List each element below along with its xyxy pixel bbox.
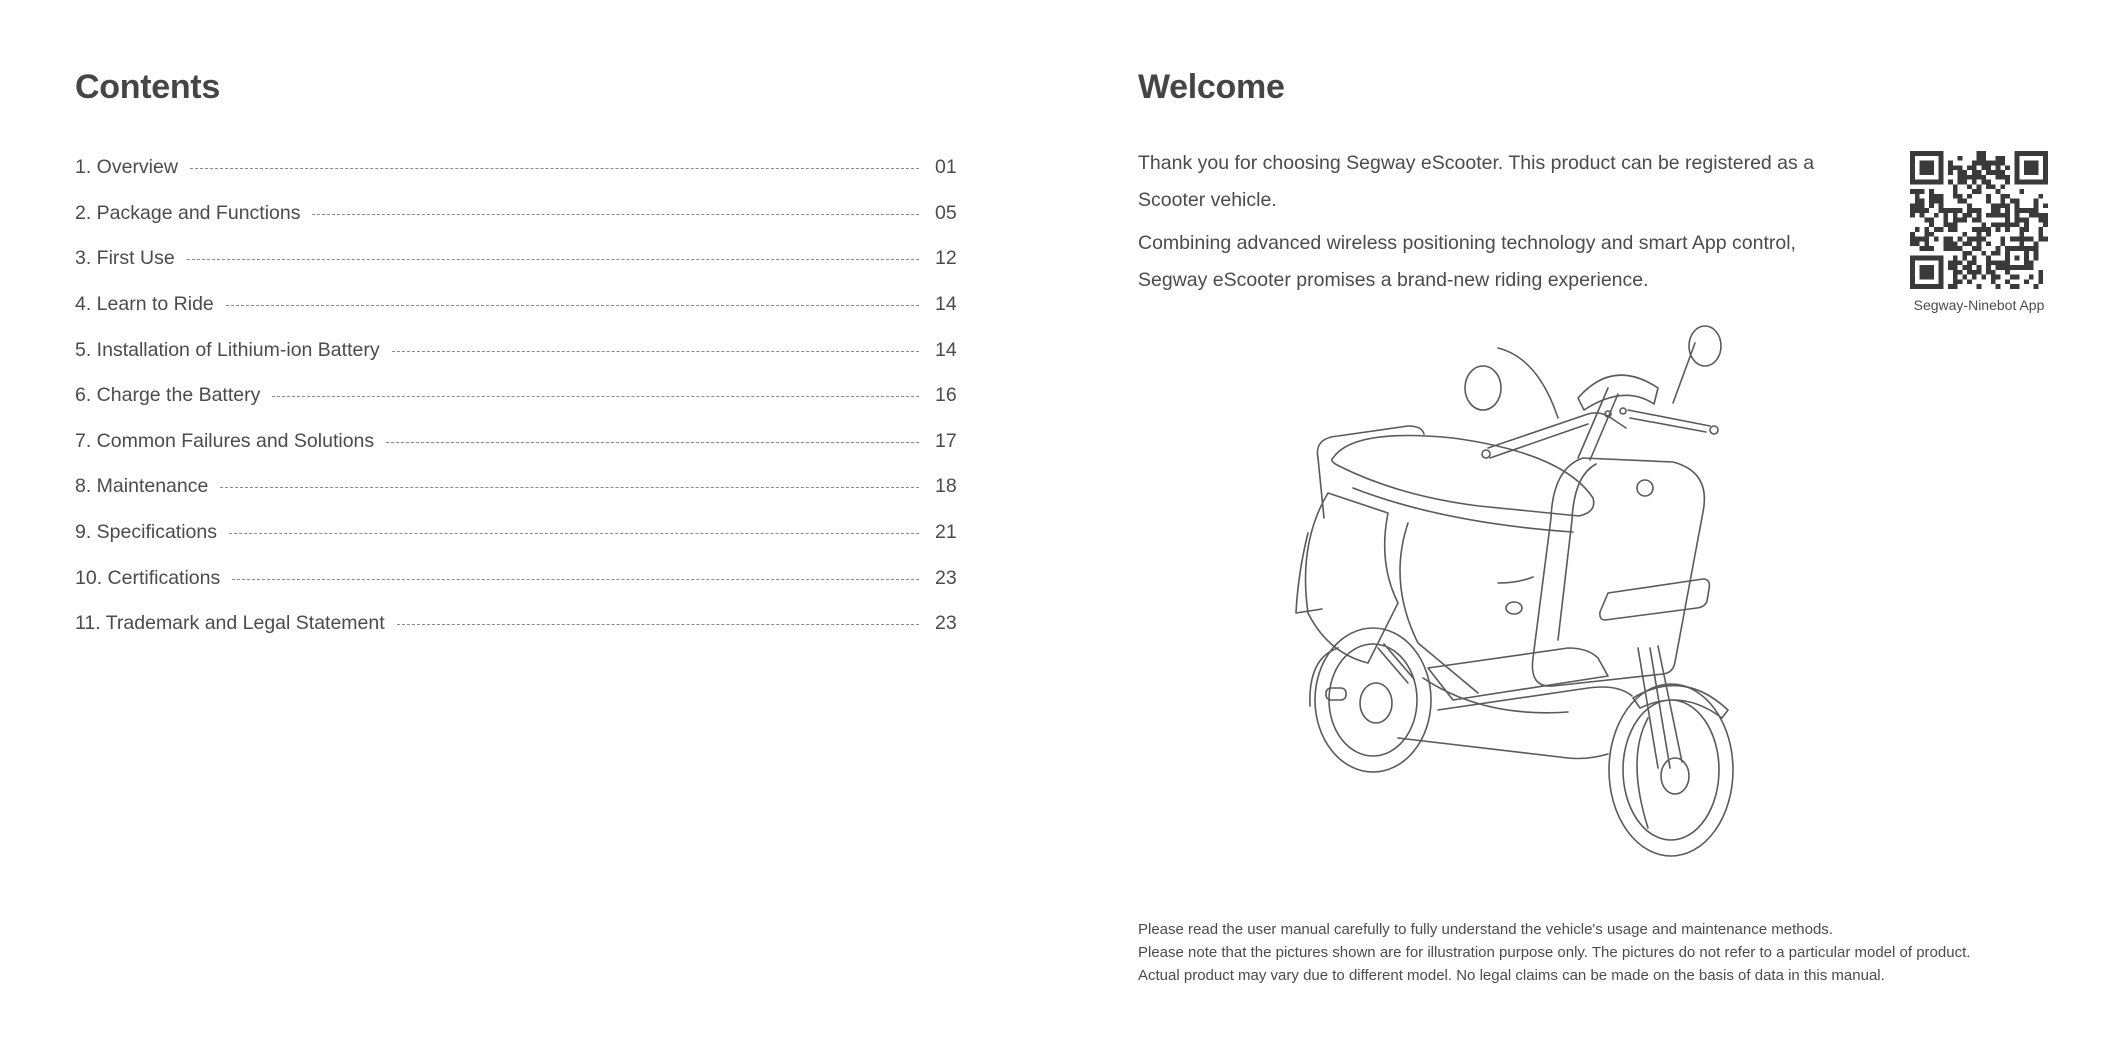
toc-dot-leader (187, 259, 919, 260)
toc-entry-title: 2. Package and Functions (75, 201, 301, 224)
welcome-heading: Welcome (1138, 68, 1285, 106)
toc-entry-title: 3. First Use (75, 247, 175, 270)
toc-entry[interactable] (75, 373, 973, 419)
toc-dot-leader (312, 214, 919, 215)
toc-entry-page: 14 (935, 293, 957, 316)
toc-dot-leader (232, 579, 919, 580)
toc-entry-page: 01 (935, 156, 957, 179)
toc-entry-page: 17 (935, 429, 957, 452)
toc-entry-page: 23 (935, 612, 957, 635)
toc-dot-leader (397, 624, 919, 625)
toc-entry-page: 14 (935, 338, 957, 361)
toc-dot-leader (386, 442, 919, 443)
toc-entry[interactable] (75, 419, 973, 465)
toc-dot-leader (272, 396, 919, 397)
welcome-page (1138, 0, 2058, 1058)
contents-page (75, 0, 975, 1058)
toc-entry[interactable] (75, 601, 973, 647)
notice-text (1138, 918, 2058, 987)
toc-dot-leader (190, 168, 919, 169)
toc-entry-page: 05 (935, 201, 957, 224)
notice-line-1: Please read the user manual carefully to fully understand the vehicle's usage and maintenance methods. (1138, 921, 1833, 938)
toc-entry-title: 9. Specifications (75, 521, 217, 544)
toc-entry-title: 8. Maintenance (75, 475, 209, 498)
toc-entry-title: 7. Common Failures and Solutions (75, 429, 375, 452)
notice-line-3: Actual product may vary due to different model. No legal claims can be made on the basis of data in this manual. (1138, 967, 1885, 984)
toc-entry-title: 11. Trademark and Legal Statement (75, 612, 385, 635)
toc-entry-title: 4. Learn to Ride (75, 293, 214, 316)
qr-caption: Segway-Ninebot App (1913, 297, 2045, 313)
toc-dot-leader (229, 533, 919, 534)
scooter-illustration (1278, 318, 1758, 878)
contents-heading: Contents (75, 68, 220, 106)
toc-entry-page: 21 (935, 521, 957, 544)
qr-code-icon[interactable] (1910, 151, 2048, 289)
toc-entry-page: 18 (935, 475, 957, 498)
toc-entry[interactable] (75, 282, 973, 328)
toc-entry[interactable] (75, 145, 973, 191)
toc-dot-leader (392, 351, 919, 352)
toc-entry[interactable] (75, 510, 973, 556)
table-of-contents (75, 145, 973, 647)
toc-entry[interactable] (75, 191, 973, 237)
toc-entry[interactable] (75, 236, 973, 282)
toc-entry[interactable] (75, 555, 973, 601)
welcome-paragraph-2: Combining advanced wireless positioning technology and smart App control, Segway eScooter promises a brand-new riding experience. (1138, 232, 1796, 291)
toc-entry-title: 1. Overview (75, 156, 178, 179)
toc-dot-leader (226, 305, 919, 306)
welcome-text (1138, 145, 1868, 305)
toc-entry-title: 10. Certifications (75, 566, 221, 589)
toc-entry-title: 5. Installation of Lithium-ion Battery (75, 338, 380, 361)
toc-entry-title: 6. Charge the Battery (75, 384, 261, 407)
toc-entry-page: 12 (935, 247, 957, 270)
toc-entry-page: 16 (935, 384, 957, 407)
welcome-paragraph-1: Thank you for choosing Segway eScooter. This product can be registered as a Scooter vehicle. (1138, 152, 1815, 211)
toc-entry[interactable] (75, 327, 973, 373)
toc-entry-page: 23 (935, 566, 957, 589)
toc-entry[interactable] (75, 464, 973, 510)
toc-dot-leader (220, 487, 919, 488)
notice-line-2: Please note that the pictures shown are for illustration purpose only. The pictures do not refer to a particular model of product. (1138, 944, 1971, 961)
